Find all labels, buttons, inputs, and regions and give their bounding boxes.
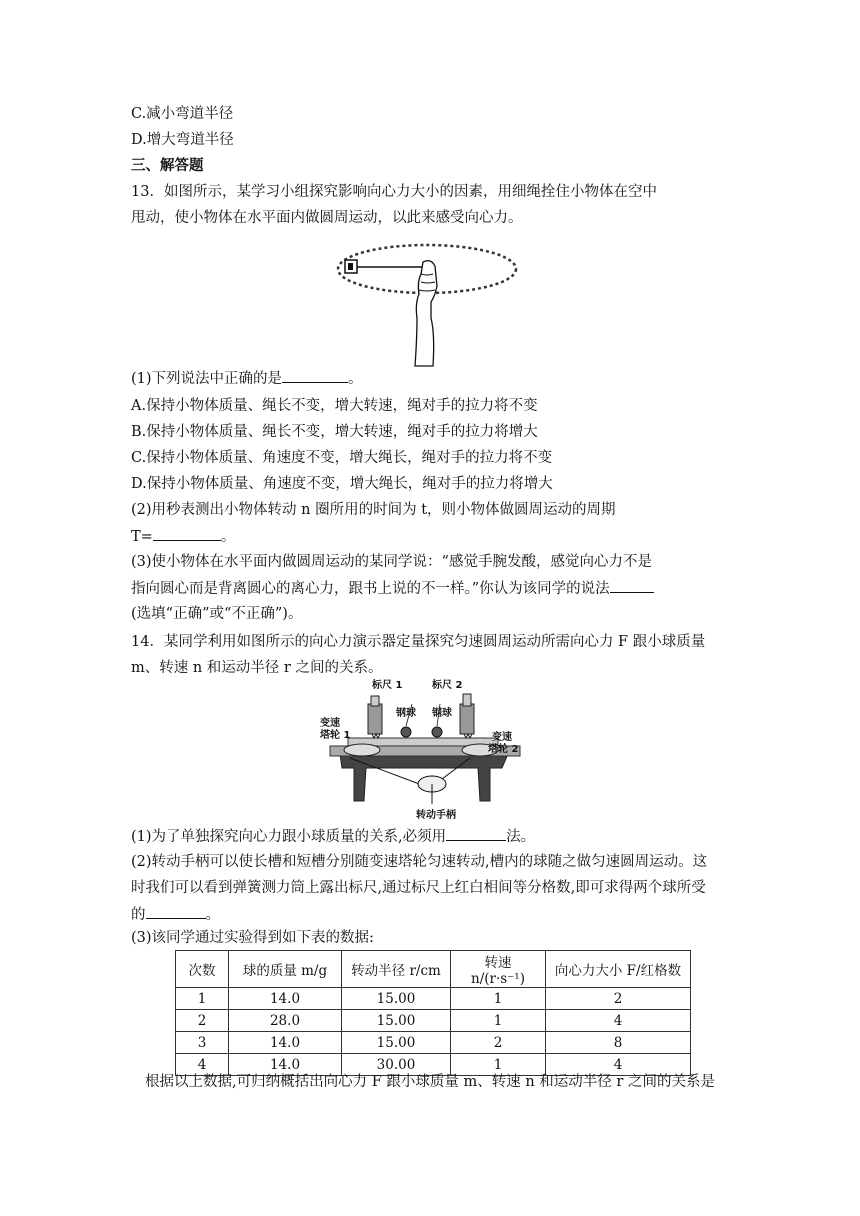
hand-arm	[415, 261, 437, 366]
table-row	[176, 988, 691, 1010]
label-ball-right: 钢球	[432, 708, 452, 719]
q13-part2-line1: (2)用秒表测出小物体转动 n 圈所用的时间为 t，则小物体做圆周运动的周期	[131, 502, 616, 518]
q14-conclusion: 根据以上数据,可归纳概括出向心力 F 跟小球质量 m、转速 n 和运动半径 r 之间的关系是	[145, 1074, 715, 1090]
table-header-cell: 向心力大小 F/红格数	[546, 951, 691, 988]
q13-part2-line2	[131, 526, 235, 547]
table-cell: 2	[451, 1032, 546, 1054]
q14-part1-end: 法。	[506, 829, 536, 845]
q13-option-a: A.保持小物体质量、绳长不变，增大转速，绳对手的拉力将不变	[131, 398, 538, 414]
q13-option-c: C.保持小物体质量、角速度不变，增大绳长，绳对手的拉力将不变	[131, 450, 553, 466]
table-cell: 4	[546, 1054, 691, 1076]
label-ball-left: 钢球	[396, 708, 416, 719]
ruler-1-top	[371, 696, 379, 706]
table-row	[176, 1032, 691, 1054]
table-cell: 3	[176, 1032, 229, 1054]
label-pulley-2b: 塔轮 2	[488, 744, 519, 755]
q14-part2-line2: 时我们可以看到弹簧测力筒上露出标尺,通过标尺上红白相间等分格数,即可求得两个球所受	[131, 880, 706, 896]
table-cell: 8	[546, 1032, 691, 1054]
q14-part2-text: 的	[131, 907, 146, 923]
q13-part1-text: (1)下列说法中正确的是	[131, 371, 283, 387]
steel-ball-left	[401, 727, 411, 737]
table-cell: 4	[176, 1054, 229, 1076]
table-cell: 14.0	[229, 988, 342, 1010]
q14-part1	[131, 826, 535, 847]
table-cell: 14.0	[229, 1032, 342, 1054]
q14-part2-line1: (2)转动手柄可以使长槽和短槽分别随变速塔轮匀速转动,槽内的球随之做匀速圆周运动。这	[131, 854, 708, 870]
table-cell: 14.0	[229, 1054, 342, 1076]
table-cell: 1	[451, 1010, 546, 1032]
small-object-inner	[348, 263, 353, 270]
label-pulley-1a: 变速	[320, 718, 340, 729]
label-ruler-2: 标尺 2	[432, 680, 463, 691]
q14-part2-blank[interactable]	[146, 904, 206, 919]
label-pulley-1b: 塔轮 1	[320, 730, 351, 741]
q14-stem-line1: 14．某同学利用如图所示的向心力演示器定量探究匀速圆周运动所需向心力 F 跟小球质量	[131, 634, 706, 650]
table-cell: 1	[176, 988, 229, 1010]
q13-stem-line1: 13．如图所示，某学习小组探究影响向心力大小的因素，用细绳拴住小物体在空中	[131, 184, 657, 200]
table-header-row	[176, 951, 691, 988]
q13-part3-line2	[131, 578, 654, 599]
table-cell: 2	[546, 988, 691, 1010]
q14-part2-line3	[131, 904, 220, 925]
table-header-cell: 球的质量 m/g	[229, 951, 342, 988]
section-title: 三、解答题	[131, 157, 204, 174]
q13-part3-line1: (3)使小物体在水平面内做圆周运动的某同学说：“感觉手腕发酸，感觉向心力不是	[131, 554, 652, 570]
q13-part3-blank[interactable]	[610, 578, 654, 593]
label-ruler-1: 标尺 1	[372, 680, 403, 691]
table-cell: 2	[176, 1010, 229, 1032]
q14-part1-text: (1)为了单独探究向心力跟小球质量的关系,必须用	[131, 829, 447, 845]
data-table	[175, 950, 691, 1076]
q13-part1-end: 。	[348, 371, 363, 387]
q14-part1-blank[interactable]	[446, 826, 506, 841]
q13-part2-end: 。	[220, 529, 236, 545]
q14-part3: (3)该同学通过实验得到如下表的数据:	[131, 930, 374, 946]
label-pulley-2a: 变速	[492, 732, 512, 743]
q13-option-d: D.保持小物体质量、角速度不变，增大绳长，绳对手的拉力将增大	[131, 476, 553, 492]
table-cell: 15.00	[342, 1032, 451, 1054]
table-cell: 1	[451, 988, 546, 1010]
table-cell: 15.00	[342, 1010, 451, 1032]
table-row	[176, 1010, 691, 1032]
q13-part3-line3: (选填“正确”或“不正确”)。	[131, 606, 303, 622]
steel-ball-right	[432, 727, 442, 737]
q13-part1	[131, 368, 363, 389]
table-header-cell: 转动半径 r/cm	[342, 951, 451, 988]
table-cell: 15.00	[342, 988, 451, 1010]
table-header-cell: 转速 n/(r·s⁻¹)	[451, 951, 546, 988]
table-cell: 1	[451, 1054, 546, 1076]
ruler-2-cylinder	[460, 704, 474, 734]
ruler-1-cylinder	[368, 704, 382, 734]
table-header-cell: 次数	[176, 951, 229, 988]
table-cell: 30.00	[342, 1054, 451, 1076]
q13-option-b: B.保持小物体质量、绳长不变，增大转速，绳对手的拉力将增大	[131, 424, 538, 440]
table-cell: 28.0	[229, 1010, 342, 1032]
option-d-prev: D.增大弯道半径	[131, 132, 234, 148]
option-c-prev: C.减小弯道半径	[131, 106, 234, 122]
q13-part2-blank[interactable]	[153, 526, 221, 541]
q14-stem-line2: m、转速 n 和运动半径 r 之间的关系。	[131, 660, 383, 676]
ruler-2-top	[463, 694, 471, 706]
pulley-1	[344, 744, 380, 756]
q13-part1-blank[interactable]	[282, 368, 348, 383]
q13-part3-text: 指向圆心而是背离圆心的离心力，跟书上说的不一样。”你认为该同学的说法	[131, 581, 610, 597]
table-cell: 4	[546, 1010, 691, 1032]
label-handle: 转动手柄	[416, 810, 456, 821]
q14-figure-demonstrator	[320, 676, 525, 821]
spring-1	[372, 734, 380, 738]
spring-2	[464, 734, 472, 738]
q13-part2-label: T=	[131, 529, 153, 545]
q14-part2-end: 。	[205, 907, 220, 923]
q13-figure-whirling-object	[335, 238, 520, 368]
q13-stem-line2: 甩动，使小物体在水平面内做圆周运动，以此来感受向心力。	[131, 210, 523, 226]
